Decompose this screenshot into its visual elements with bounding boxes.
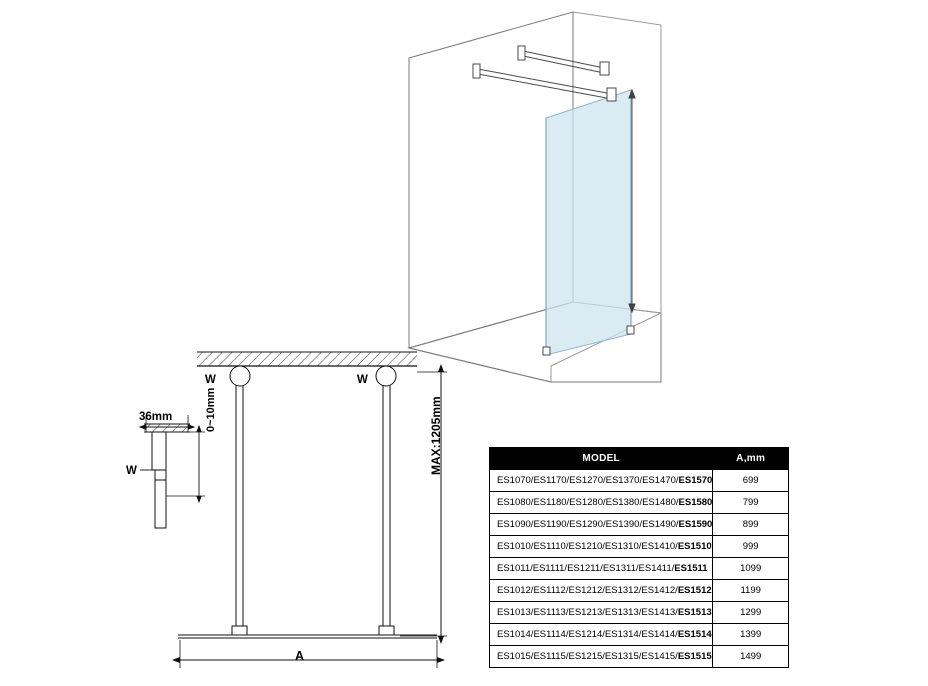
model-code-highlight: ES1514 — [677, 629, 712, 640]
table-row — [490, 536, 789, 558]
cell-a-value: 1099 — [713, 558, 789, 580]
model-codes: ES1015/ES1115/ES1215/ES1315/ES1415/ — [497, 651, 678, 662]
table-row — [490, 514, 789, 536]
cell-a-value: 899 — [713, 514, 789, 536]
model-codes: ES1090/ES1190/ES1290/ES1390/ES1490/ — [497, 519, 679, 530]
cell-model — [490, 558, 713, 580]
model-code-highlight: ES1580 — [678, 497, 713, 508]
cell-model — [490, 646, 713, 668]
wall-mark-left: W — [205, 374, 216, 386]
model-codes: ES1014/ES1114/ES1214/ES1314/ES1414/ — [497, 629, 678, 640]
cell-model — [490, 492, 713, 514]
table-row — [490, 646, 789, 668]
wall-mark-right: W — [357, 374, 368, 386]
cell-a-value: 1499 — [713, 646, 789, 668]
table-row — [490, 558, 789, 580]
cell-a-value: 1199 — [713, 580, 789, 602]
cell-a-value: 799 — [713, 492, 789, 514]
model-code-highlight: ES1512 — [677, 585, 712, 596]
cell-model — [490, 514, 713, 536]
model-codes: ES1013/ES1113/ES1213/ES1313/ES1413/ — [497, 607, 678, 618]
bracket-detail-view — [140, 415, 205, 528]
model-code-highlight: ES1590 — [678, 519, 713, 530]
bracket-width-label: 36mm — [139, 411, 173, 423]
model-code-highlight: ES1511 — [674, 563, 708, 574]
front-elevation-view — [178, 352, 447, 668]
model-codes: ES1011/ES1111/ES1211/ES1311/ES1411/ — [497, 563, 675, 574]
model-codes: ES1080/ES1180/ES1280/ES1380/ES1480/ — [497, 497, 679, 508]
model-code-highlight: ES1515 — [677, 651, 712, 662]
width-dimension-label: A — [295, 649, 305, 663]
table-row — [490, 602, 789, 624]
model-spec-table — [489, 447, 789, 668]
cell-a-value: 1299 — [713, 602, 789, 624]
table-row — [490, 492, 789, 514]
model-code-highlight: ES1510 — [677, 541, 712, 552]
cell-model — [490, 536, 713, 558]
wall-mark-detail: W — [126, 465, 137, 477]
header-a: A,mm — [713, 448, 789, 470]
model-code-highlight: ES1570 — [678, 475, 713, 486]
cell-a-value: 699 — [713, 470, 789, 492]
max-height-label: MAX:1205mm — [429, 396, 443, 475]
model-codes: ES1012/ES1112/ES1212/ES1312/ES1412/ — [497, 585, 678, 596]
table-row — [490, 580, 789, 602]
model-codes: ES1010/ES1110/ES1210/ES1310/ES1410/ — [497, 541, 678, 552]
model-code-highlight: ES1513 — [677, 607, 712, 618]
cell-model — [490, 580, 713, 602]
cell-model — [490, 624, 713, 646]
table-row — [490, 624, 789, 646]
table-row — [490, 470, 789, 492]
header-model: MODEL — [490, 448, 713, 470]
model-codes: ES1070/ES1170/ES1270/ES1370/ES1470/ — [497, 475, 679, 486]
cell-model — [490, 470, 713, 492]
table-header-row — [490, 448, 789, 470]
perspective-view — [409, 12, 661, 382]
cell-a-value: 999 — [713, 536, 789, 558]
cell-a-value: 1399 — [713, 624, 789, 646]
cell-model — [490, 602, 713, 624]
adjust-range-label: 0~10mm — [205, 387, 217, 432]
